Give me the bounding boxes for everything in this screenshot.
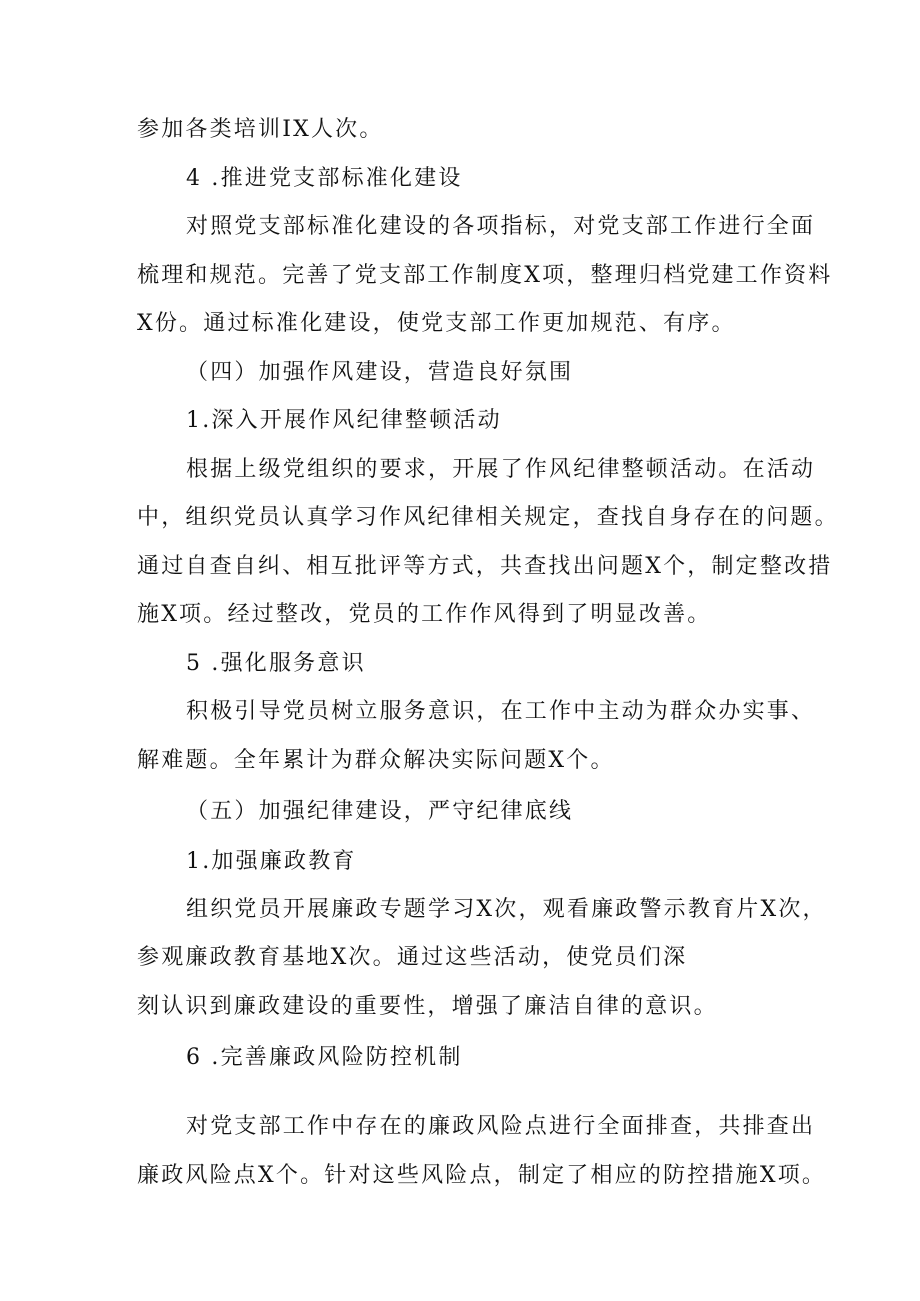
paragraph-line: 梳理和规范。完善了党支部工作制度X项，整理归档党建工作资料 [137, 263, 833, 288]
section-heading: 1.加强廉政教育 [186, 849, 357, 874]
paragraph-line: 对照党支部标准化建设的各项指标，对党支部工作进行全面 [186, 214, 816, 239]
paragraph-line: X份。通过标准化建设，使党支部工作更加规范、有序。 [137, 311, 736, 336]
section-heading: （五）加强纪律建设，严守纪律底线 [186, 799, 574, 824]
paragraph-line: 对党支部工作中存在的廉政风险点进行全面排查，共排查出 [186, 1114, 816, 1139]
section-heading: （四）加强作风建设，营造良好氛围 [186, 360, 574, 385]
paragraph-line: 参加各类培训IX人次。 [137, 117, 384, 142]
paragraph-line: 积极引导党员树立服务意识，在工作中主动为群众办实事、 [186, 699, 816, 724]
paragraph-line: 解难题。全年累计为群众解决实际问题X个。 [137, 748, 615, 773]
paragraph-line: 刻认识到廉政建设的重要性，增强了廉洁自律的意识。 [137, 994, 718, 1019]
paragraph-line: 中，组织党员认真学习作风纪律相关规定，查找自身存在的问题。 [137, 505, 839, 530]
paragraph-line: 廉政风险点X个。针对这些风险点，制定了相应的防控措施X项。 [137, 1163, 827, 1188]
section-heading: 6 .完善廉政风险防控机制 [186, 1045, 463, 1070]
paragraph-line: 通过自查自纠、相互批评等方式，共查找出问题X个，制定整改措 [137, 554, 833, 579]
paragraph-line: 组织党员开展廉政专题学习X次，观看廉政警示教育片X次， [186, 897, 827, 922]
paragraph-line: 参观廉政教育基地X次。通过这些活动，使党员们深 [137, 945, 688, 970]
paragraph-line: 施X项。经过整改，党员的工作作风得到了明显改善。 [137, 602, 712, 627]
section-heading: 1.深入开展作风纪律整顿活动 [186, 408, 502, 433]
section-heading: 5 .强化服务意识 [186, 651, 366, 676]
section-heading: 4 .推进党支部标准化建设 [186, 166, 463, 191]
paragraph-line: 根据上级党组织的要求，开展了作风纪律整顿活动。在活动 [186, 457, 816, 482]
